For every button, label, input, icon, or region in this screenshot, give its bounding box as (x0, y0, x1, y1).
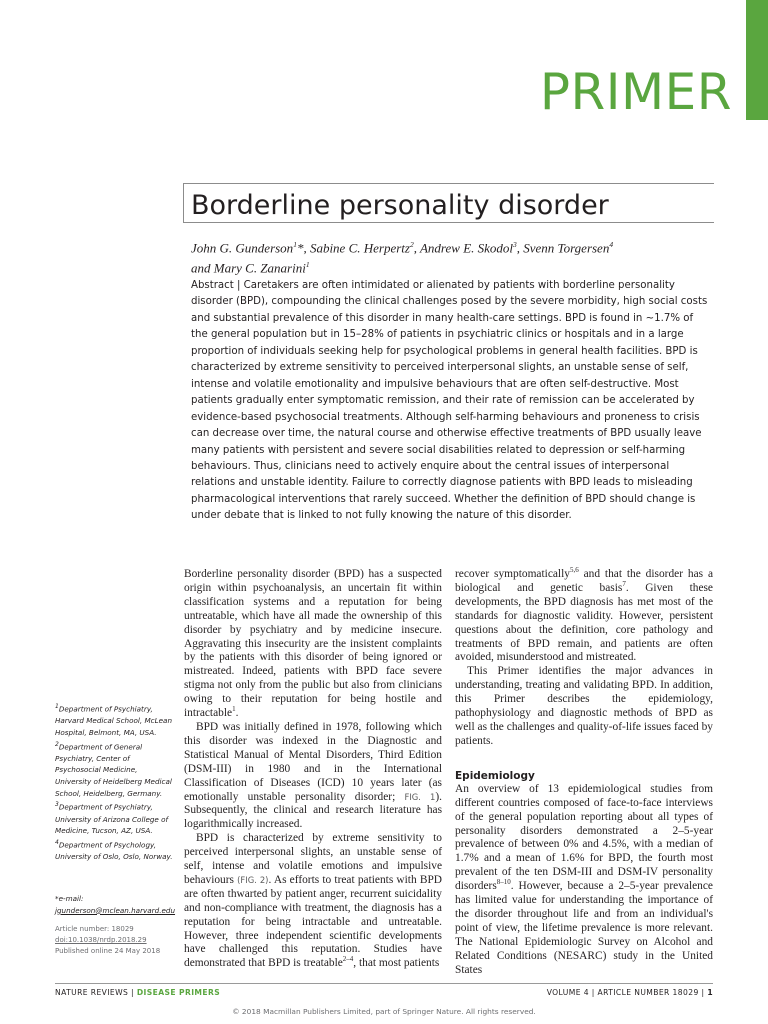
figure-reference-link[interactable]: (FIG. 2) (237, 874, 269, 885)
footer-journal (55, 987, 220, 999)
author-affiliation-marker: 2 (409, 240, 414, 249)
citation[interactable]: 7 (622, 580, 626, 589)
body-paragraph: This Primer identifies the major advances in understanding, treating and validating BPD. In addition, this Primer describes the epidemiology, pathophysiology and diagnostic methods of BPD as well as the challenges and quality-of-life issues faced by patients. (455, 665, 713, 747)
affiliation-item (55, 701, 175, 739)
author-name: and Mary C. Zanarini (191, 260, 306, 276)
journal-name: NATURE REVIEWS (55, 988, 129, 997)
page-number: 1 (707, 988, 713, 997)
affiliation-marker: 2 (55, 740, 59, 748)
author-separator: , (413, 240, 420, 256)
author-separator: *, (296, 240, 310, 256)
figure-reference-link[interactable]: FIG. 1 (404, 791, 436, 802)
section-label: PRIMER (539, 63, 732, 121)
affiliation-marker: 3 (55, 801, 59, 809)
paragraph-text: , that most patients (353, 957, 440, 970)
article-title: Borderline personality disorder (191, 190, 609, 221)
paragraph-text: ). Subsequently, the clinical and research literature has logarithmically increased. (184, 790, 442, 831)
author-name: Sabine C. Herpertz (309, 240, 410, 256)
author-name: John G. Gunderson (191, 240, 294, 256)
footer-volume (547, 987, 713, 999)
affiliation-item (55, 739, 175, 800)
author-affiliation-marker: 4 (609, 240, 614, 249)
paragraph-text: . However, because a 2–5-year prevalence has limited value for understanding the importance of the disorder throughout life and from an individual's point of view, the lifetime prevalence is more relevant. The National Epidemiologic Survey on Alcohol and Related Conditions (NESARC) study in the United States (455, 880, 713, 976)
paragraph-text: An overview of 13 epidemiological studies from different countries composed of face-to-face interviews of the general population reporting about all types of personality disorders demonstrated a 2–5-year prevalence of between 0% and 4.5%, with a median of 1.7% and a mean of 1.6% for BPD, the fourth most prevalent of the ten DSM-III and DSM-IV personality disorders (455, 782, 713, 893)
paragraph-text: . (235, 707, 239, 720)
author-affiliation-marker: 3 (513, 240, 517, 249)
body-column-left (184, 568, 442, 971)
author-affiliation-marker: 1 (305, 260, 310, 270)
author-name: Andrew E. Skodol (419, 240, 514, 256)
affiliation-item (55, 799, 175, 837)
affiliation-marker: 1 (55, 703, 59, 710)
affiliation-text: Department of Psychiatry, Harvard Medical School, McLean Hospital, Belmont, MA, USA. (55, 704, 173, 737)
email-label: *e-mail: (55, 894, 84, 903)
article-number: Article number: 18029 (55, 925, 134, 933)
paragraph-text: BPD was initially defined in 1978, following which this disorder was indexed in the Diagnostic and Statistical Manual of Mental Disorders, Third Edition (DSM-III) in 1980 and in the International Classification of Diseases (ICD) 10 years later (as emotionally unstable personality disorder; (184, 720, 442, 803)
article-info (55, 924, 180, 957)
series-name: DISEASE PRIMERS (136, 988, 221, 997)
author-list (191, 236, 711, 277)
email-link[interactable]: jgunderson@mclean.harvard.edu (55, 905, 176, 915)
paragraph-text: recover symptomatically (455, 568, 570, 580)
affiliations (55, 701, 175, 863)
affiliation-text: Department of Psychiatry, University of Arizona College of Medicine, Tucson, AZ, USA. (55, 802, 169, 836)
affiliation-text: Department of Psychology, University of Oslo, Oslo, Norway. (55, 840, 173, 861)
abstract: Abstract | Caretakers are often intimidated or alienated by patients with borderline personality disorder (BPD), compounding the clinical challenges posed by the severe morbidity, high social costs and substantial prevalence of this disorder in many health-care settings. BPD is found in ~1.7% of the general population but in 15–28% of patients in psychiatric clinics or hospitals and in a large proportion of individuals seeking help for psychological problems in general health facilities. BPD is characterized by extreme sensitivity to perceived interpersonal slights, an unstable sense of self, intense and volatile emotionality and impulsive behaviours that are often self-destructive. Most patients gradually enter symptomatic remission, and their rate of remission can be accelerated by evidence-based psychosocial treatments. Although self-harming behaviours and proneness to crisis can decrease over time, the natural course and otherwise effective treatments of BPD usually leave many patients with persistent and severe social disabilities related to depression or self-harming behaviours. Thus, clinicians need to actively enquire about the central issues of interpersonal relations and unstable identity. Failure to correctly diagnose patients with BPD leads to misleading pharmacological interventions that rarely succeed. Whether the definition of BPD should change is under debate that is linked to not fully knowing the nature of this disorder. (191, 280, 708, 522)
citation[interactable]: 5,6 (569, 566, 579, 575)
author-separator: , (516, 240, 524, 256)
correspondence (55, 893, 175, 916)
citation[interactable]: 8–10 (496, 878, 511, 887)
affiliation-text: Department of General Psychiatry, Center of Psychosocial Medicine, University of Heidelberg Medical School, Heidelberg, Germany. (55, 741, 172, 798)
publication-date: Published online 24 May 2018 (55, 947, 161, 955)
paragraph-text: . Given these developments, the BPD diagnosis has met most of the standards for diagnostic validity. However, persistent questions about the definition, core pathology and treatments of BPD remain, and patients are often avoided, misunderstood and mistreated. (455, 581, 713, 664)
affiliation-marker: 4 (55, 838, 59, 846)
affiliation-item (55, 837, 175, 863)
doi-link[interactable]: doi:10.1038/nrdp.2018.29 (55, 936, 147, 944)
citation[interactable]: 1 (232, 705, 236, 714)
body-paragraph (455, 783, 713, 978)
body-paragraph (184, 568, 442, 721)
copyright-notice: © 2018 Macmillan Publishers Limited, part of Springer Nature. All rights reserved. (232, 1007, 536, 1016)
paragraph-text: and that the disorder has a biological and genetic basis (455, 568, 713, 594)
citation[interactable]: 2–4 (342, 955, 354, 964)
section-heading: Epidemiology (455, 769, 535, 782)
paragraph-text: . As efforts to treat patients with BPD are often thwarted by patient anger, recurrent suicidality and non-compliance with treatment, the diagnosis has a reputation for being intractable and untreatable. However, three independent scientific developments have challenged this reputation. Studies have demonstrated that BPD is treatable (184, 873, 443, 970)
footer-separator: | (128, 988, 137, 997)
body-paragraph (455, 568, 713, 665)
body-paragraph (184, 832, 442, 971)
author-name: Svenn Torgersen (523, 240, 610, 256)
paragraph-text: BPD is characterized by extreme sensitivity to perceived interpersonal slights, an unstable sense of self, intense and volatile emotions and impulsive behaviours (184, 832, 442, 886)
body-column-right (455, 568, 713, 977)
footer-divider (55, 983, 713, 984)
author-affiliation-marker: 1 (293, 240, 297, 249)
paragraph-text: Borderline personality disorder (BPD) has a suspected origin within psychoanalysis, an uncertain fit within classification systems and a reputation for being untreatable, which have all made the ownership of this disorder by psychiatry and by medicine insecure. Aggravating this insecurity are the insistent complaints by the patients with this disorder of being ignored or mistreated. Indeed, patients with BPD face severe stigma not only from the public but also from clinicians owing to their reputation for being hostile and intractable (184, 568, 442, 720)
body-paragraph (184, 721, 442, 832)
accent-bar (746, 0, 768, 120)
volume-info: VOLUME 4 | ARTICLE NUMBER 18029 | (546, 988, 705, 997)
